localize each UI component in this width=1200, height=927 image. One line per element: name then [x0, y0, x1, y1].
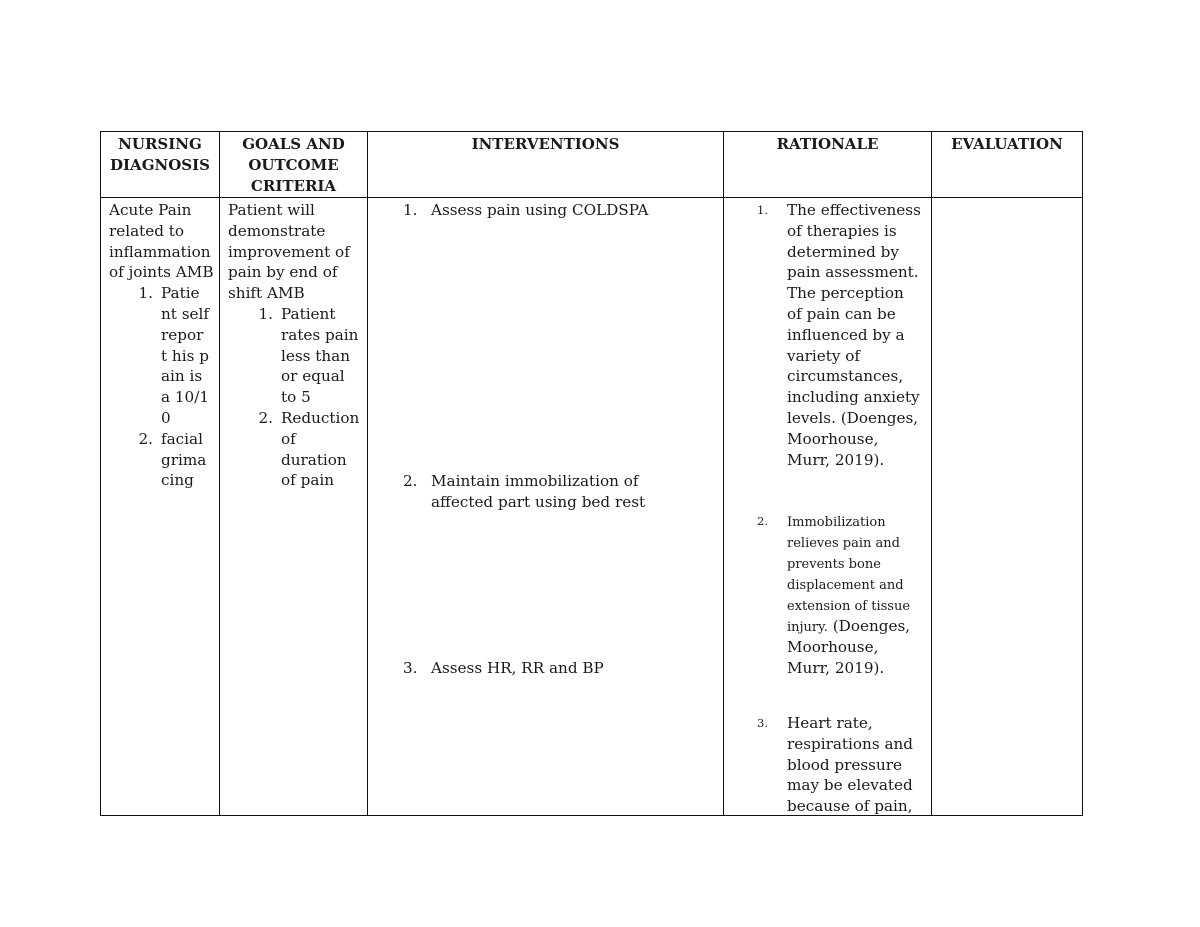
intervention-item: [403, 200, 703, 221]
list-text: facial grimacing: [161, 429, 207, 490]
list-number: 1.: [757, 203, 768, 217]
goals-text: Patient will demonstrate improvement of pain by end of shift AMB: [228, 201, 350, 303]
list-text: Patient rates pain less than or equal to 5: [281, 304, 359, 407]
intervention-item: [403, 471, 703, 513]
list-text: [787, 511, 921, 679]
header-interventions: INTERVENTIONS: [368, 132, 724, 198]
diagnosis-text: Acute Pain related to inflammation of joints AMB: [109, 201, 214, 282]
list-number: 1.: [403, 201, 418, 219]
header-rationale: RATIONALE: [724, 132, 932, 198]
rationale-cell: [724, 198, 932, 816]
list-item: [228, 408, 363, 491]
rationale-item: [757, 200, 921, 470]
nursing-care-plan-table: [100, 131, 1083, 816]
rationale-citation: (Doenges, Moorhouse, Murr, 2019).: [787, 617, 911, 677]
list-text: Patient self report his pain is a 10/10: [161, 284, 209, 427]
list-number: 2.: [403, 472, 418, 490]
header-evaluation: EVALUATION: [932, 132, 1083, 198]
evaluation-cell: [932, 198, 1083, 816]
list-item: [109, 283, 217, 429]
list-number: 2.: [757, 514, 768, 528]
goals-cell: [220, 198, 368, 816]
goals-list: [228, 304, 363, 491]
table-row: [101, 198, 1083, 816]
list-text: Reduction of duration of pain: [281, 408, 360, 490]
header-goals-outcome-criteria: GOALS AND OUTCOME CRITERIA: [220, 132, 368, 198]
list-number: 1.: [258, 304, 273, 323]
list-item: [228, 304, 363, 408]
list-number: 3.: [757, 716, 768, 730]
intervention-item: [403, 658, 703, 679]
list-number: 2.: [258, 408, 273, 427]
rationale-item: [757, 713, 921, 817]
rationale-small-text: Immobilization relieves pain and prevents bone displacement and extension of tissue injury.: [787, 515, 911, 635]
interventions-cell: [368, 198, 724, 816]
list-item: [109, 429, 217, 491]
diagnosis-cell: [101, 198, 220, 816]
list-number: 1.: [138, 284, 153, 303]
list-number: 3.: [403, 659, 418, 677]
list-text: Heart rate, respirations and blood pressure may be elevated because of pain,: [787, 714, 914, 816]
list-text: Maintain immobilization of affected part using bed rest: [431, 472, 646, 511]
list-text: Assess HR, RR and BP: [431, 659, 604, 677]
list-text: Assess pain using COLDSPA: [431, 201, 649, 219]
header-nursing-diagnosis: NURSING DIAGNOSIS: [101, 132, 220, 198]
list-number: 2.: [138, 429, 153, 448]
list-text: The effectiveness of therapies is determined by pain assessment. The perception of pain can be influenced by a variety of circumstances, including anxiety levels. (Doenges, Moorhouse, Murr, 2019).: [787, 201, 921, 469]
header-row: [101, 132, 1083, 198]
diagnosis-list: [109, 283, 217, 491]
rationale-item: [757, 511, 921, 679]
